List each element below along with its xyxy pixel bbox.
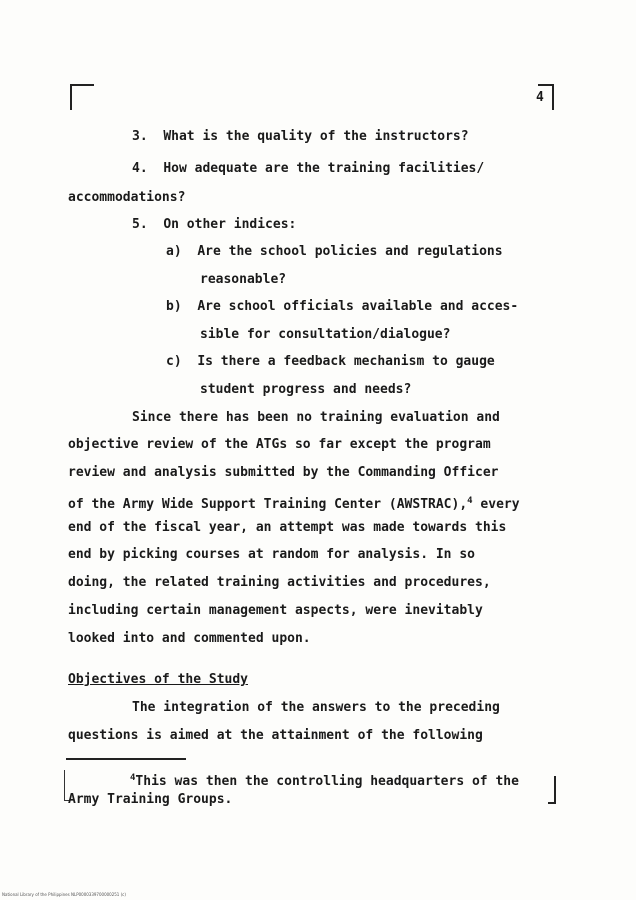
index-continuation: sible for consultation/dialogue? — [200, 327, 451, 342]
page-number: 4 — [536, 90, 544, 105]
index-item — [166, 244, 503, 260]
paragraph-line: looked into and commented upon. — [68, 631, 311, 646]
footnote-line — [130, 770, 519, 790]
section-heading: Objectives of the Study — [68, 672, 249, 687]
footnote-text: This was then the controlling headquarters of the — [135, 774, 519, 789]
index-text: Are school officials available and acces- — [197, 299, 519, 314]
question-item — [132, 129, 469, 145]
index-label: b) — [166, 299, 182, 314]
question-text: How adequate are the training facilities/ — [163, 161, 485, 176]
paragraph-text: of the Army Wide Support Training Center (AWSTRAC), — [68, 497, 468, 512]
paragraph-line: end of the fiscal year, an attempt was made towards this — [68, 520, 507, 535]
paragraph-line: objective review of the ATGs so far except the program — [68, 437, 491, 452]
index-continuation: reasonable? — [200, 272, 287, 287]
question-item — [132, 217, 296, 233]
paragraph-line: including certain management aspects, were inevitably — [68, 603, 483, 618]
question-number: 4. — [132, 161, 148, 176]
footnote-bracket-right — [548, 776, 556, 804]
index-item — [166, 354, 495, 370]
paragraph-text: every — [480, 497, 520, 512]
index-label: a) — [166, 244, 182, 259]
question-item — [132, 161, 484, 177]
index-text: Is there a feedback mechanism to gauge — [197, 354, 495, 369]
footnote-line: Army Training Groups. — [68, 792, 233, 807]
footnote-reference: 4 — [467, 496, 473, 506]
page-corner-mark-left — [70, 84, 94, 110]
footnote-mark: 4 — [130, 773, 136, 783]
question-continuation: accommodations? — [68, 190, 186, 205]
paragraph-line — [68, 493, 520, 513]
paragraph-line: review and analysis submitted by the Commanding Officer — [68, 465, 499, 480]
paragraph-line: questions is aimed at the attainment of the following — [68, 728, 483, 743]
question-text: What is the quality of the instructors? — [163, 129, 469, 144]
index-item — [166, 299, 518, 315]
index-continuation: student progress and needs? — [200, 382, 412, 397]
index-text: Are the school policies and regulations — [197, 244, 503, 259]
paragraph-line: The integration of the answers to the preceding — [132, 700, 500, 715]
question-text: On other indices: — [163, 217, 297, 232]
archive-footer: National Library of the Philippines NLP0000339700000251 (c) — [2, 892, 126, 897]
paragraph-line: Since there has been no training evaluation and — [132, 410, 500, 425]
paragraph-line: end by picking courses at random for analysis. In so — [68, 547, 475, 562]
question-number: 3. — [132, 129, 148, 144]
question-number: 5. — [132, 217, 148, 232]
index-label: c) — [166, 354, 182, 369]
paragraph-line: doing, the related training activities and procedures, — [68, 575, 491, 590]
footnote-rule — [66, 758, 186, 760]
